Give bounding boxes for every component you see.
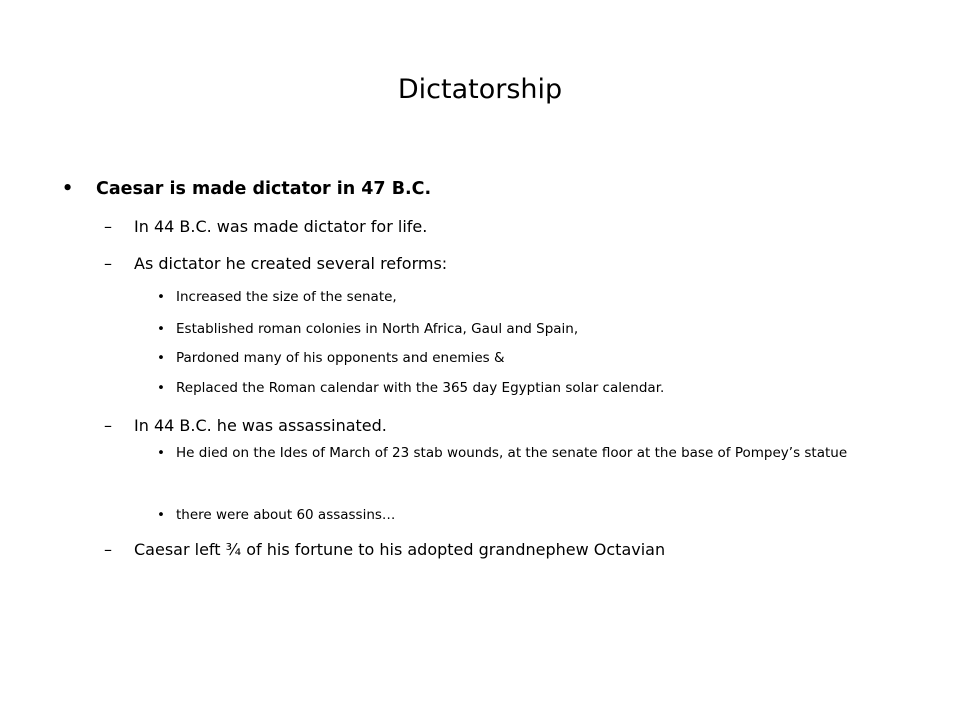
bullet-marker: • — [62, 179, 74, 199]
assassination-detail-assassins: there were about 60 assassins… — [176, 507, 396, 523]
bullet-marker: • — [157, 445, 165, 461]
bullet-marker: • — [157, 380, 165, 396]
sub-bullet-assassinated: In 44 B.C. he was assassinated. — [134, 416, 387, 435]
dash-marker: – — [104, 254, 112, 273]
bullet-text-main: Caesar is made dictator in 47 B.C. — [96, 179, 432, 199]
reform-item-senate: Increased the size of the senate, — [176, 289, 397, 305]
sub-bullet-reforms: As dictator he created several reforms: — [134, 254, 448, 273]
slide-title: Dictatorship — [397, 74, 563, 105]
bullet-marker: • — [157, 350, 165, 366]
dash-marker: – — [104, 217, 112, 236]
bullet-marker: • — [157, 289, 165, 305]
dash-marker: – — [104, 540, 112, 559]
reform-item-calendar: Replaced the Roman calendar with the 365 day Egyptian solar calendar. — [176, 380, 665, 396]
sub-bullet-octavian: Caesar left ¾ of his fortune to his adopted grandnephew Octavian — [134, 540, 666, 559]
bullet-marker: • — [157, 321, 165, 337]
sub-bullet-dictator-for-life: In 44 B.C. was made dictator for life. — [134, 217, 428, 236]
reform-item-colonies: Established roman colonies in North Africa, Gaul and Spain, — [176, 321, 579, 337]
dash-marker: – — [104, 416, 112, 435]
reform-item-pardons: Pardoned many of his opponents and enemies & — [176, 350, 505, 366]
bullet-marker: • — [157, 507, 165, 523]
assassination-detail-ides: He died on the Ides of March of 23 stab wounds, at the senate floor at the base of Pompey’s statue — [176, 445, 848, 461]
